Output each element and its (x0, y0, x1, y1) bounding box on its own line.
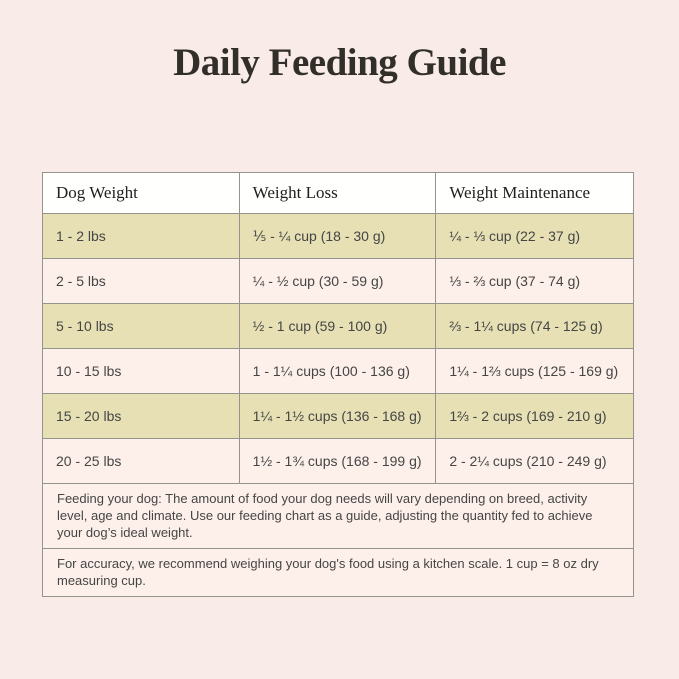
cell-dog-weight: 1 - 2 lbs (43, 214, 240, 258)
cell-weight-maintenance: ⅔ - 1¼ cups (74 - 125 g) (436, 304, 633, 348)
cell-dog-weight: 5 - 10 lbs (43, 304, 240, 348)
cell-weight-loss: ¼ - ½ cup (30 - 59 g) (240, 259, 437, 303)
cell-dog-weight: 2 - 5 lbs (43, 259, 240, 303)
cell-dog-weight: 10 - 15 lbs (43, 349, 240, 393)
cell-weight-loss: ½ - 1 cup (59 - 100 g) (240, 304, 437, 348)
column-header-dog-weight: Dog Weight (43, 173, 240, 213)
cell-weight-loss: ⅕ - ¼ cup (18 - 30 g) (240, 214, 437, 258)
column-header-weight-maintenance: Weight Maintenance (436, 173, 633, 213)
cell-weight-maintenance: ⅓ - ⅔ cup (37 - 74 g) (436, 259, 633, 303)
table-row (43, 348, 633, 393)
cell-weight-loss: 1½ - 1¾ cups (168 - 199 g) (240, 439, 437, 483)
measuring-accuracy-note: For accuracy, we recommend weighing your dog's food using a kitchen scale. 1 cup = 8 oz dry measuring cup. (43, 548, 633, 596)
cell-weight-maintenance: 2 - 2¼ cups (210 - 249 g) (436, 439, 633, 483)
table-header-row (43, 173, 633, 213)
table-row (43, 438, 633, 483)
table-row (43, 213, 633, 258)
table-row (43, 258, 633, 303)
cell-weight-maintenance: 1⅔ - 2 cups (169 - 210 g) (436, 394, 633, 438)
table-row (43, 303, 633, 348)
page-title: Daily Feeding Guide (173, 41, 506, 84)
column-header-weight-loss: Weight Loss (240, 173, 437, 213)
cell-weight-loss: 1 - 1¼ cups (100 - 136 g) (240, 349, 437, 393)
feeding-advice-note: Feeding your dog: The amount of food your dog needs will vary depending on breed, activity level, age and climate. Use our feeding chart as a guide, adjusting the quantity fed to achieve your dog’s ideal weight. (43, 483, 633, 548)
cell-weight-maintenance: ¼ - ⅓ cup (22 - 37 g) (436, 214, 633, 258)
cell-dog-weight: 20 - 25 lbs (43, 439, 240, 483)
cell-dog-weight: 15 - 20 lbs (43, 394, 240, 438)
table-row (43, 393, 633, 438)
cell-weight-maintenance: 1¼ - 1⅔ cups (125 - 169 g) (436, 349, 633, 393)
cell-weight-loss: 1¼ - 1½ cups (136 - 168 g) (240, 394, 437, 438)
feeding-guide-table (42, 172, 634, 597)
